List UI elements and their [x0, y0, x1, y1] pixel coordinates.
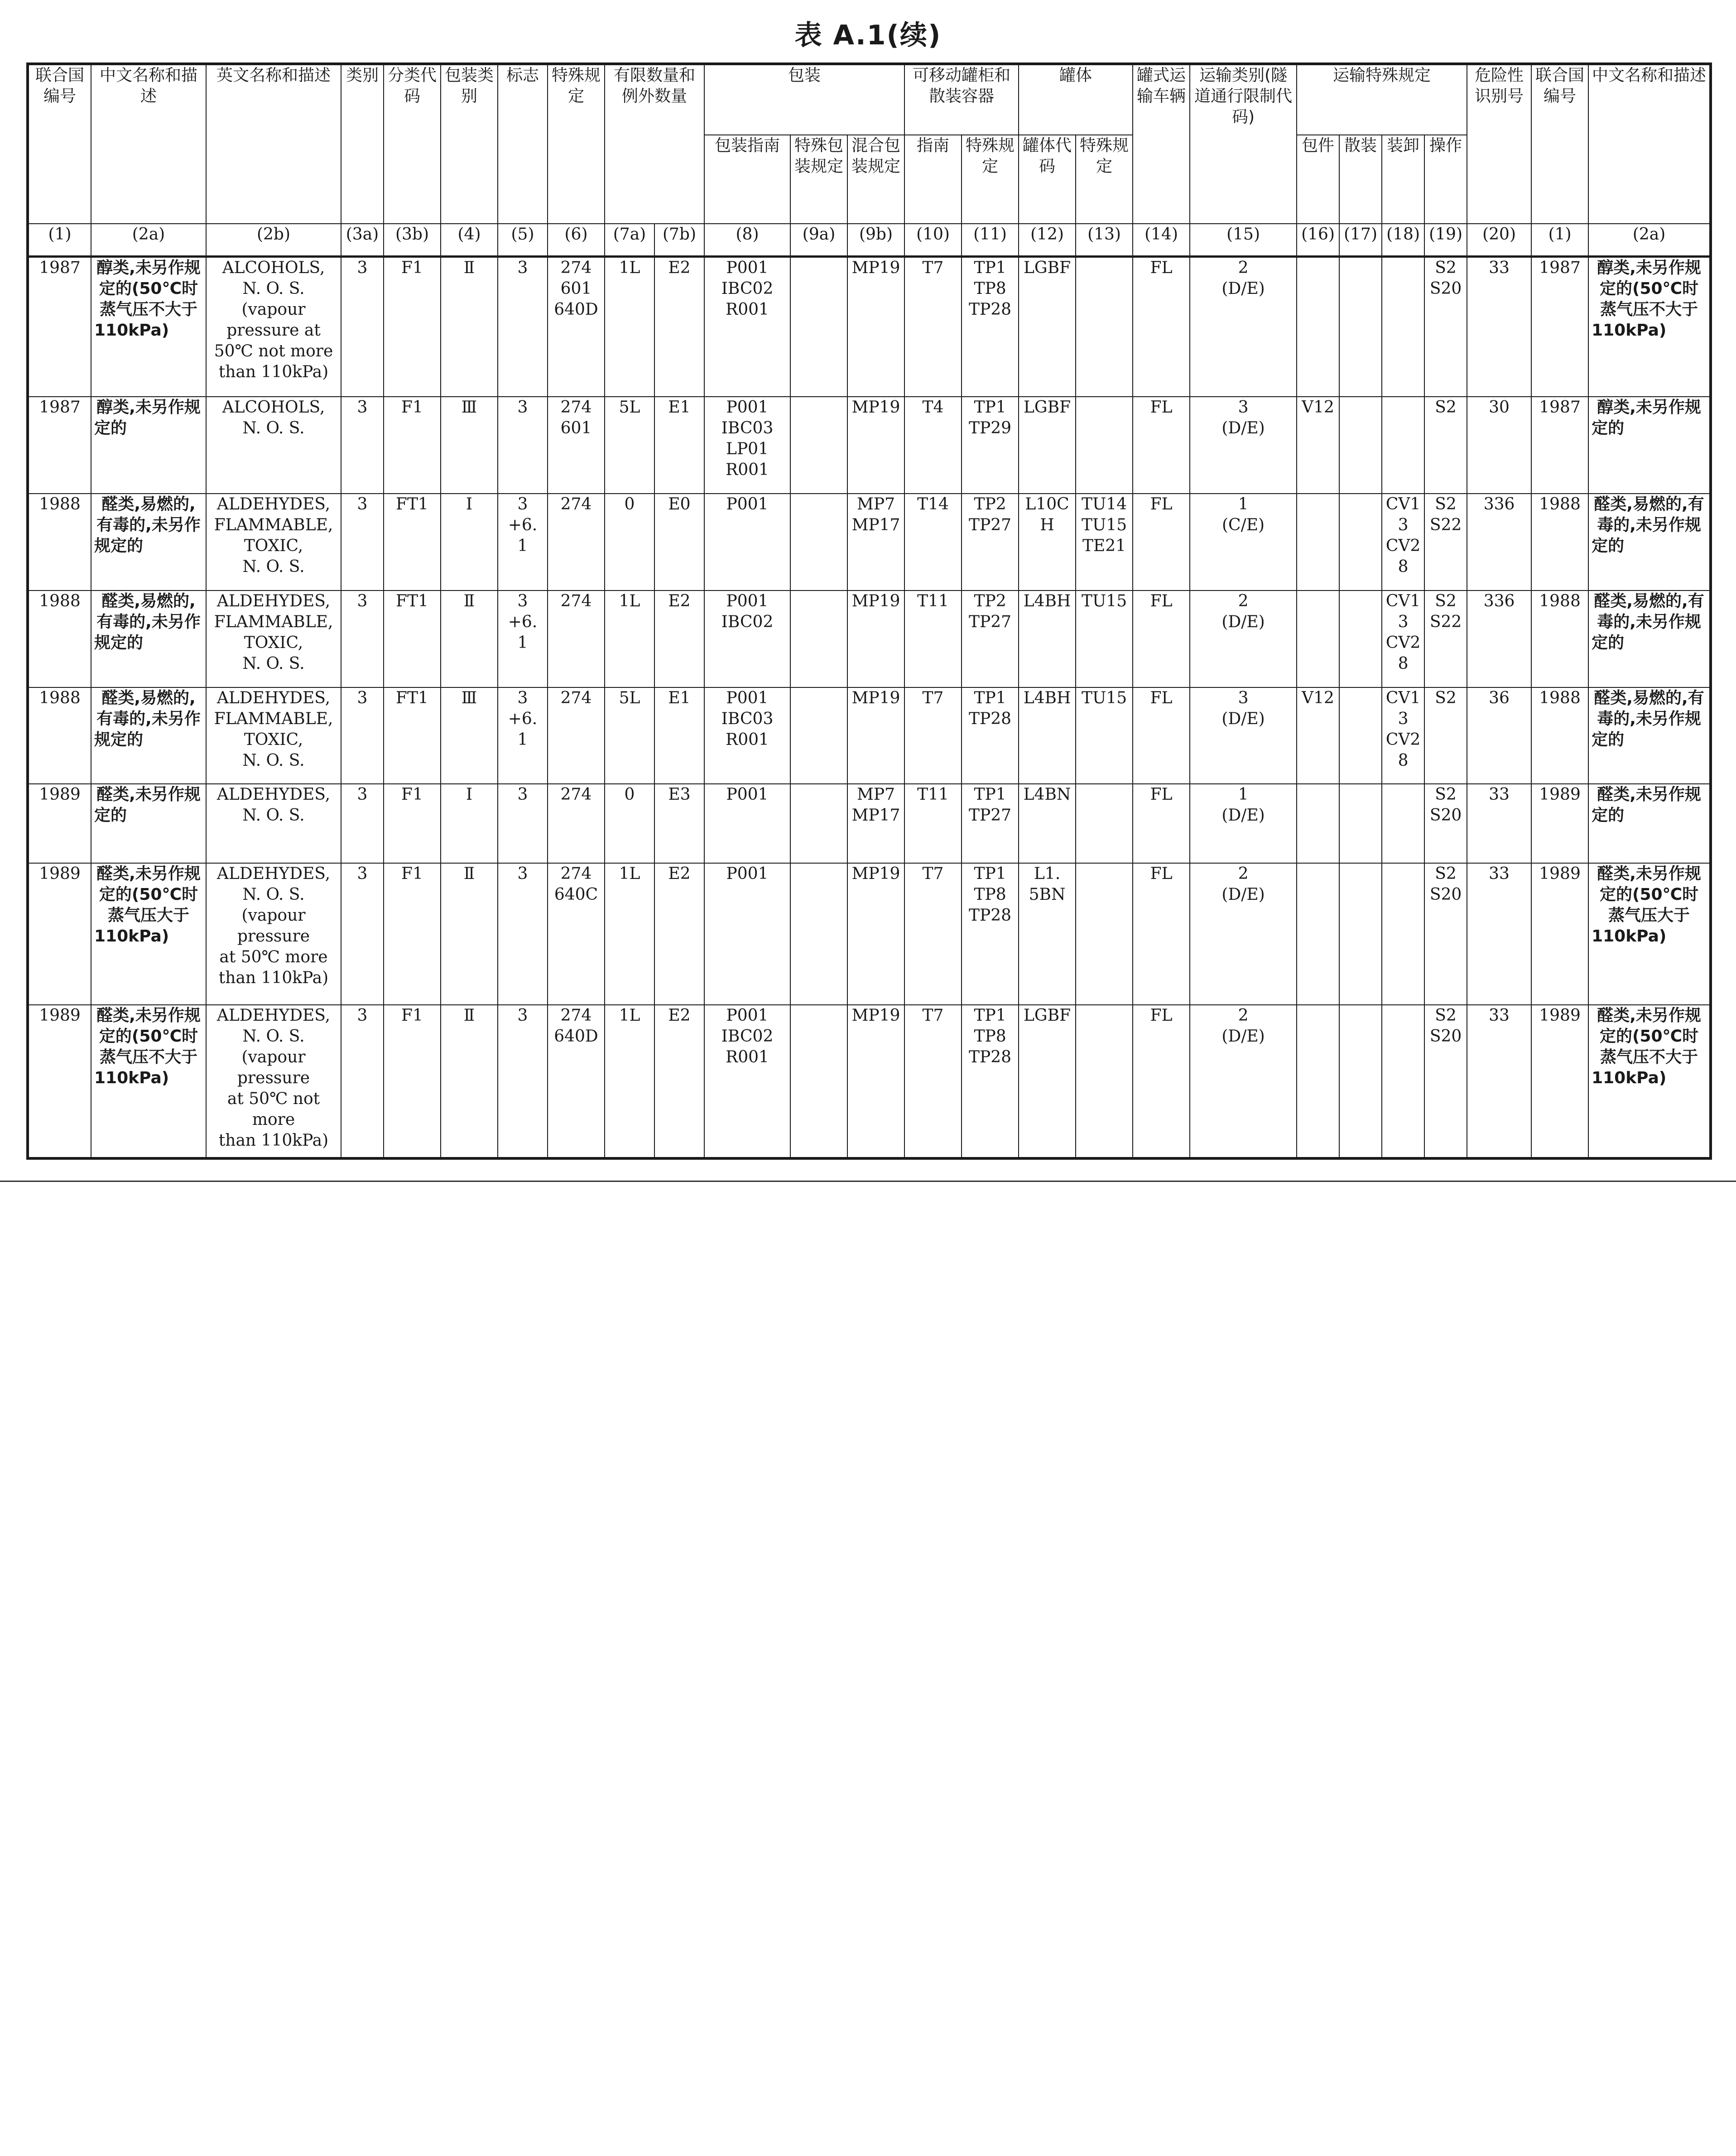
- cell-c9b: MP19: [847, 397, 904, 494]
- cell-c5: 3 +6. 1: [498, 494, 548, 591]
- cell-cn: 醛类,未另作规定的: [91, 784, 206, 863]
- cell-c16: [1297, 784, 1339, 863]
- cell-c9b: MP19: [847, 687, 904, 784]
- header-labels: 标志: [498, 64, 548, 224]
- cell-c11: TP2 TP27: [962, 591, 1019, 687]
- cell-c9b: MP7 MP17: [847, 784, 904, 863]
- cell-c15: 3 (D/E): [1190, 397, 1297, 494]
- header-special-provisions: 特殊规定: [548, 64, 605, 224]
- cell-cn-r: 醇类,未另作规定的: [1588, 397, 1711, 494]
- cell-en: ALDEHYDES, N. O. S.: [206, 784, 341, 863]
- cell-c3b: F1: [384, 1005, 441, 1158]
- cell-un: 1987: [28, 256, 91, 397]
- table-row: [28, 494, 1711, 591]
- cell-c9a: [790, 1005, 847, 1158]
- cell-c7b: E0: [654, 494, 704, 591]
- cell-c6: 274 601: [548, 397, 605, 494]
- cell-c9a: [790, 863, 847, 1005]
- cell-c3a: 3: [341, 256, 384, 397]
- header-pack-special: 特殊包装规定: [790, 135, 847, 224]
- header-pt-special: 特殊规定: [962, 135, 1019, 224]
- cell-c4: Ⅱ: [441, 863, 498, 1005]
- cell-c5: 3: [498, 397, 548, 494]
- column-number: (2b): [206, 224, 341, 256]
- header-un-no-right: 联合国编号: [1531, 64, 1588, 224]
- cell-c16: [1297, 494, 1339, 591]
- column-number: (2a): [1588, 224, 1711, 256]
- cell-c18: CV13 CV28: [1382, 687, 1424, 784]
- cell-cn-r: 醛类,未另作规定的: [1588, 784, 1711, 863]
- cell-c7a: 1L: [605, 591, 654, 687]
- cell-c9a: [790, 494, 847, 591]
- cell-c12: L1. 5BN: [1019, 863, 1076, 1005]
- cell-c9a: [790, 687, 847, 784]
- cell-c17: [1339, 591, 1382, 687]
- cell-c3b: F1: [384, 256, 441, 397]
- column-number: (10): [904, 224, 962, 256]
- cell-c9b: MP19: [847, 1005, 904, 1158]
- cell-c9a: [790, 256, 847, 397]
- cell-c8: P001 IBC03 LP01 R001: [704, 397, 790, 494]
- cell-c4: Ⅱ: [441, 591, 498, 687]
- cell-c15: 2 (D/E): [1190, 863, 1297, 1005]
- cell-c12: L4BN: [1019, 784, 1076, 863]
- cell-en: ALDEHYDES, FLAMMABLE, TOXIC, N. O. S.: [206, 687, 341, 784]
- cell-c7a: 5L: [605, 397, 654, 494]
- cell-c14: FL: [1133, 494, 1190, 591]
- cell-c14: FL: [1133, 397, 1190, 494]
- cell-c15: 2 (D/E): [1190, 256, 1297, 397]
- cell-c6: 274 640D: [548, 1005, 605, 1158]
- cell-c16: [1297, 1005, 1339, 1158]
- column-number: (1): [28, 224, 91, 256]
- column-number: (7a): [605, 224, 654, 256]
- cell-c18: [1382, 1005, 1424, 1158]
- cell-c19: S2 S20: [1424, 1005, 1467, 1158]
- header-name-cn-right: 中文名称和描述: [1588, 64, 1711, 224]
- cell-c18: [1382, 784, 1424, 863]
- cell-en: ALDEHYDES, N. O. S. (vapour pressure at 50℃ more than 110kPa): [206, 863, 341, 1005]
- cell-c3b: F1: [384, 397, 441, 494]
- cell-c16: [1297, 863, 1339, 1005]
- cell-c11: TP1 TP27: [962, 784, 1019, 863]
- table-row: [28, 784, 1711, 863]
- cell-c17: [1339, 784, 1382, 863]
- cell-c13: [1076, 397, 1133, 494]
- cell-c15: 1 (D/E): [1190, 784, 1297, 863]
- cell-c17: [1339, 1005, 1382, 1158]
- cell-c4: Ⅰ: [441, 784, 498, 863]
- cell-c7a: 1L: [605, 863, 654, 1005]
- cell-c10: T7: [904, 1005, 962, 1158]
- cell-cn-r: 醛类,易燃的,有毒的,未另作规定的: [1588, 494, 1711, 591]
- header-st-packages: 包件: [1297, 135, 1339, 224]
- cell-c3a: 3: [341, 591, 384, 687]
- header-name-cn: 中文名称和描述: [91, 64, 206, 224]
- column-number: (6): [548, 224, 605, 256]
- cell-c11: TP1 TP29: [962, 397, 1019, 494]
- cell-c6: 274: [548, 687, 605, 784]
- cell-c13: [1076, 863, 1133, 1005]
- cell-cn: 醛类,易燃的,有毒的,未另作规定的: [91, 687, 206, 784]
- cell-c16: [1297, 256, 1339, 397]
- cell-c6: 274 601 640D: [548, 256, 605, 397]
- cell-c3a: 3: [341, 784, 384, 863]
- cell-c12: LGBF: [1019, 1005, 1076, 1158]
- cell-c10: T14: [904, 494, 962, 591]
- header-name-en: 英文名称和描述: [206, 64, 341, 224]
- cell-cn-r: 醛类,未另作规定的(50℃时蒸气压大于110kPa): [1588, 863, 1711, 1005]
- cell-c6: 274: [548, 591, 605, 687]
- table-row: [28, 1005, 1711, 1158]
- cell-c15: 2 (D/E): [1190, 1005, 1297, 1158]
- header-class: 类别: [341, 64, 384, 224]
- cell-c16: V12: [1297, 397, 1339, 494]
- cell-un-r: 1988: [1531, 591, 1588, 687]
- cell-c7b: E2: [654, 256, 704, 397]
- cell-c16: [1297, 591, 1339, 687]
- page-divider: [0, 1181, 1736, 1182]
- cell-c9b: MP7 MP17: [847, 494, 904, 591]
- header-transport-category: 运输类别(隧道通行限制代码): [1190, 64, 1297, 224]
- cell-c15: 2 (D/E): [1190, 591, 1297, 687]
- cell-c14: FL: [1133, 784, 1190, 863]
- column-number: (2a): [91, 224, 206, 256]
- cell-cn: 醇类,未另作规定的(50℃时蒸气压不大于110kPa): [91, 256, 206, 397]
- cell-c3a: 3: [341, 1005, 384, 1158]
- header-st-loading: 装卸: [1382, 135, 1424, 224]
- cell-c19: S2 S22: [1424, 494, 1467, 591]
- cell-c19: S2 S20: [1424, 784, 1467, 863]
- cell-c3b: FT1: [384, 687, 441, 784]
- header-tank-vehicle: 罐式运输车辆: [1133, 64, 1190, 224]
- cell-en: ALCOHOLS, N. O. S.: [206, 397, 341, 494]
- cell-c20: 36: [1467, 687, 1531, 784]
- cell-c11: TP2 TP27: [962, 494, 1019, 591]
- cell-c5: 3 +6. 1: [498, 687, 548, 784]
- column-number: (17): [1339, 224, 1382, 256]
- header-tank-code: 罐体代码: [1019, 135, 1076, 224]
- cell-c9a: [790, 591, 847, 687]
- cell-c18: [1382, 863, 1424, 1005]
- column-number: (12): [1019, 224, 1076, 256]
- header-class-code: 分类代码: [384, 64, 441, 224]
- cell-c4: Ⅲ: [441, 687, 498, 784]
- cell-c11: TP1 TP28: [962, 687, 1019, 784]
- header-pack-instr: 包装指南: [704, 135, 790, 224]
- header-limited-quantity: 有限数量和例外数量: [605, 64, 704, 224]
- column-number: (16): [1297, 224, 1339, 256]
- cell-c3a: 3: [341, 494, 384, 591]
- cell-c3b: F1: [384, 784, 441, 863]
- cell-c13: [1076, 256, 1133, 397]
- cell-c10: T11: [904, 784, 962, 863]
- column-number: (7b): [654, 224, 704, 256]
- cell-c8: P001: [704, 784, 790, 863]
- cell-c7a: 0: [605, 494, 654, 591]
- cell-c4: Ⅱ: [441, 256, 498, 397]
- column-number: (18): [1382, 224, 1424, 256]
- cell-c8: P001 IBC02 R001: [704, 256, 790, 397]
- cell-c3a: 3: [341, 397, 384, 494]
- cell-c8: P001 IBC02 R001: [704, 1005, 790, 1158]
- cell-c17: [1339, 494, 1382, 591]
- cell-c7a: 5L: [605, 687, 654, 784]
- cell-c4: Ⅱ: [441, 1005, 498, 1158]
- table-row: [28, 256, 1711, 397]
- cell-c18: CV13 CV28: [1382, 494, 1424, 591]
- cell-un: 1989: [28, 1005, 91, 1158]
- cell-c5: 3: [498, 1005, 548, 1158]
- dangerous-goods-table: [26, 62, 1712, 1160]
- cell-c13: [1076, 784, 1133, 863]
- cell-un: 1987: [28, 397, 91, 494]
- cell-un-r: 1987: [1531, 256, 1588, 397]
- cell-c18: [1382, 397, 1424, 494]
- cell-cn-r: 醇类,未另作规定的(50℃时蒸气压不大于110kPa): [1588, 256, 1711, 397]
- cell-cn-r: 醛类,易燃的,有毒的,未另作规定的: [1588, 591, 1711, 687]
- cell-c10: T7: [904, 863, 962, 1005]
- header-tank-special: 特殊规定: [1076, 135, 1133, 224]
- table-row: [28, 591, 1711, 687]
- cell-c5: 3: [498, 256, 548, 397]
- table-row: [28, 397, 1711, 494]
- cell-cn: 醛类,未另作规定的(50℃时蒸气压不大于110kPa): [91, 1005, 206, 1158]
- cell-en: ALCOHOLS, N. O. S. (vapour pressure at 50℃ not more than 110kPa): [206, 256, 341, 397]
- cell-cn: 醛类,未另作规定的(50℃时蒸气压大于110kPa): [91, 863, 206, 1005]
- cell-c14: FL: [1133, 687, 1190, 784]
- cell-cn: 醇类,未另作规定的: [91, 397, 206, 494]
- cell-c16: V12: [1297, 687, 1339, 784]
- cell-c7a: 0: [605, 784, 654, 863]
- cell-c6: 274 640C: [548, 863, 605, 1005]
- column-number: (11): [962, 224, 1019, 256]
- cell-c10: T11: [904, 591, 962, 687]
- cell-c9a: [790, 397, 847, 494]
- cell-c10: T4: [904, 397, 962, 494]
- cell-en: ALDEHYDES, FLAMMABLE, TOXIC, N. O. S.: [206, 591, 341, 687]
- column-number: (5): [498, 224, 548, 256]
- cell-c12: LGBF: [1019, 397, 1076, 494]
- header-portable-tanks: 可移动罐柜和散装容器: [904, 64, 1019, 135]
- cell-c15: 1 (C/E): [1190, 494, 1297, 591]
- cell-c15: 3 (D/E): [1190, 687, 1297, 784]
- cell-c3b: F1: [384, 863, 441, 1005]
- cell-c13: TU15: [1076, 591, 1133, 687]
- cell-c10: T7: [904, 687, 962, 784]
- column-number: (14): [1133, 224, 1190, 256]
- cell-c17: [1339, 256, 1382, 397]
- cell-cn-r: 醛类,未另作规定的(50℃时蒸气压不大于110kPa): [1588, 1005, 1711, 1158]
- column-number: (20): [1467, 224, 1531, 256]
- column-number: (3a): [341, 224, 384, 256]
- cell-un: 1989: [28, 863, 91, 1005]
- cell-c7a: 1L: [605, 1005, 654, 1158]
- cell-c20: 30: [1467, 397, 1531, 494]
- column-number: (9a): [790, 224, 847, 256]
- cell-c20: 33: [1467, 863, 1531, 1005]
- cell-un: 1989: [28, 784, 91, 863]
- cell-c19: S2 S20: [1424, 863, 1467, 1005]
- cell-c6: 274: [548, 784, 605, 863]
- cell-c8: P001: [704, 494, 790, 591]
- cell-un-r: 1989: [1531, 863, 1588, 1005]
- cell-c3a: 3: [341, 687, 384, 784]
- cell-c8: P001 IBC02: [704, 591, 790, 687]
- cell-c11: TP1 TP8 TP28: [962, 256, 1019, 397]
- cell-c8: P001 IBC03 R001: [704, 687, 790, 784]
- cell-c20: 336: [1467, 494, 1531, 591]
- column-number: (3b): [384, 224, 441, 256]
- cell-c14: FL: [1133, 863, 1190, 1005]
- cell-en: ALDEHYDES, N. O. S. (vapour pressure at 50℃ not more than 110kPa): [206, 1005, 341, 1158]
- cell-un-r: 1988: [1531, 687, 1588, 784]
- header-pt-instr: 指南: [904, 135, 962, 224]
- cell-c13: [1076, 1005, 1133, 1158]
- cell-c10: T7: [904, 256, 962, 397]
- column-number: (1): [1531, 224, 1588, 256]
- header-st-bulk: 散装: [1339, 135, 1382, 224]
- column-number: (13): [1076, 224, 1133, 256]
- cell-un-r: 1989: [1531, 1005, 1588, 1158]
- cell-un: 1988: [28, 494, 91, 591]
- table-row: [28, 687, 1711, 784]
- cell-un: 1988: [28, 591, 91, 687]
- cell-c17: [1339, 397, 1382, 494]
- cell-c7b: E2: [654, 863, 704, 1005]
- header-special-transport: 运输特殊规定: [1297, 64, 1467, 135]
- cell-c7b: E1: [654, 397, 704, 494]
- cell-c19: S2 S22: [1424, 591, 1467, 687]
- cell-c20: 33: [1467, 1005, 1531, 1158]
- cell-c17: [1339, 687, 1382, 784]
- cell-c4: Ⅰ: [441, 494, 498, 591]
- cell-c20: 33: [1467, 256, 1531, 397]
- cell-c7b: E3: [654, 784, 704, 863]
- cell-c7b: E2: [654, 1005, 704, 1158]
- cell-c3b: FT1: [384, 494, 441, 591]
- cell-c3b: FT1: [384, 591, 441, 687]
- cell-c5: 3: [498, 784, 548, 863]
- cell-c19: S2: [1424, 687, 1467, 784]
- cell-c19: S2: [1424, 397, 1467, 494]
- cell-c20: 33: [1467, 784, 1531, 863]
- table-title: 表 A.1(续): [794, 19, 942, 51]
- cell-un-r: 1988: [1531, 494, 1588, 591]
- header-st-operation: 操作: [1424, 135, 1467, 224]
- cell-c19: S2 S20: [1424, 256, 1467, 397]
- cell-c6: 274: [548, 494, 605, 591]
- cell-c7b: E2: [654, 591, 704, 687]
- cell-cn: 醛类,易燃的,有毒的,未另作规定的: [91, 591, 206, 687]
- cell-c7b: E1: [654, 687, 704, 784]
- cell-un: 1988: [28, 687, 91, 784]
- cell-c3a: 3: [341, 863, 384, 1005]
- header-packing-group: 包装类别: [441, 64, 498, 224]
- header-mixed-pack: 混合包装规定: [847, 135, 904, 224]
- header-hazard-id: 危险性识别号: [1467, 64, 1531, 224]
- column-number: (15): [1190, 224, 1297, 256]
- cell-c12: LGBF: [1019, 256, 1076, 397]
- cell-c7a: 1L: [605, 256, 654, 397]
- cell-c5: 3: [498, 863, 548, 1005]
- cell-c4: Ⅲ: [441, 397, 498, 494]
- cell-c5: 3 +6. 1: [498, 591, 548, 687]
- cell-c13: TU15: [1076, 687, 1133, 784]
- cell-c9b: MP19: [847, 863, 904, 1005]
- cell-un-r: 1989: [1531, 784, 1588, 863]
- header-un-no: 联合国编号: [28, 64, 91, 224]
- cell-c9b: MP19: [847, 591, 904, 687]
- cell-cn-r: 醛类,易燃的,有毒的,未另作规定的: [1588, 687, 1711, 784]
- cell-c8: P001: [704, 863, 790, 1005]
- cell-c14: FL: [1133, 1005, 1190, 1158]
- cell-cn: 醛类,易燃的,有毒的,未另作规定的: [91, 494, 206, 591]
- cell-c12: L4BH: [1019, 591, 1076, 687]
- cell-c14: FL: [1133, 256, 1190, 397]
- column-number-row: [28, 224, 1711, 256]
- cell-un-r: 1987: [1531, 397, 1588, 494]
- cell-c11: TP1 TP8 TP28: [962, 1005, 1019, 1158]
- table-row: [28, 863, 1711, 1005]
- header-tank: 罐体: [1019, 64, 1133, 135]
- cell-c14: FL: [1133, 591, 1190, 687]
- cell-c18: CV13 CV28: [1382, 591, 1424, 687]
- column-number: (19): [1424, 224, 1467, 256]
- cell-c11: TP1 TP8 TP28: [962, 863, 1019, 1005]
- column-number: (4): [441, 224, 498, 256]
- cell-c18: [1382, 256, 1424, 397]
- cell-c9b: MP19: [847, 256, 904, 397]
- cell-en: ALDEHYDES, FLAMMABLE, TOXIC, N. O. S.: [206, 494, 341, 591]
- cell-c12: L4BH: [1019, 687, 1076, 784]
- cell-c13: TU14 TU15 TE21: [1076, 494, 1133, 591]
- cell-c17: [1339, 863, 1382, 1005]
- cell-c20: 336: [1467, 591, 1531, 687]
- header-packaging: 包装: [704, 64, 904, 135]
- column-number: (8): [704, 224, 790, 256]
- column-number: (9b): [847, 224, 904, 256]
- cell-c9a: [790, 784, 847, 863]
- cell-c12: L10CH: [1019, 494, 1076, 591]
